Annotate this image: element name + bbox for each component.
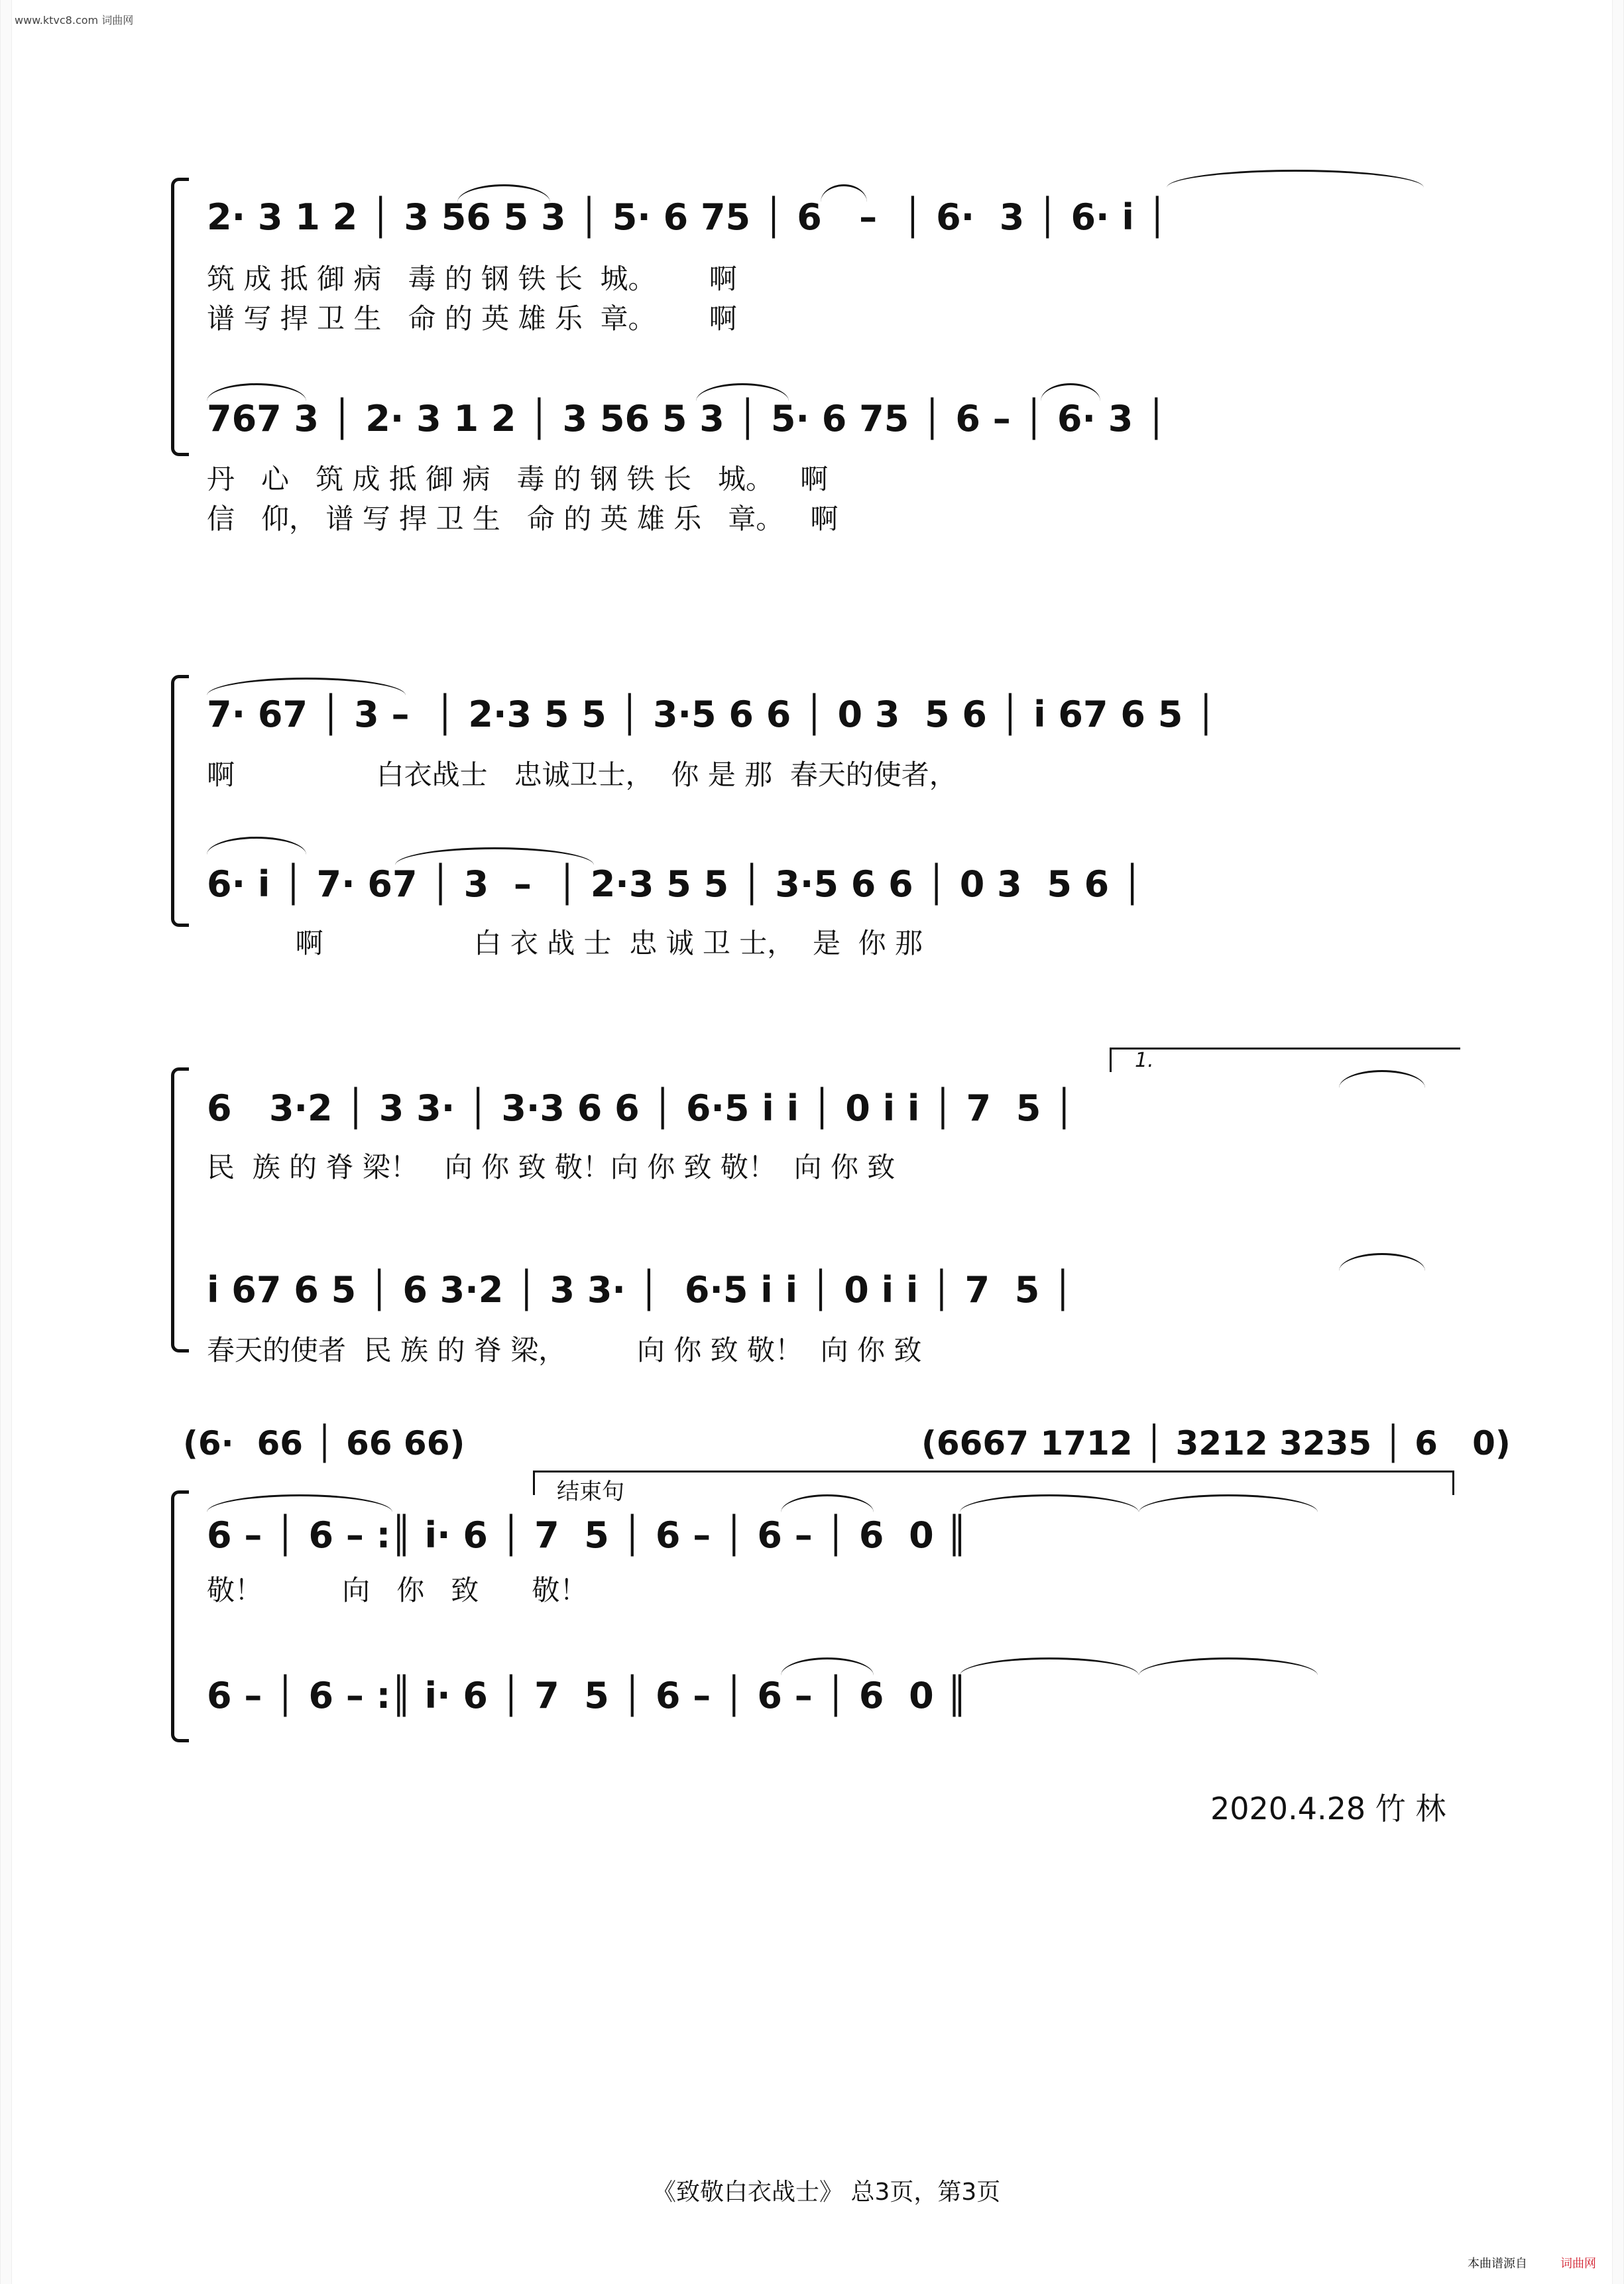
interlude-left: (6· 66 │ 66 66) — [183, 1424, 465, 1463]
slur — [395, 847, 594, 865]
system-brace — [171, 1067, 189, 1352]
upper-voice-notes: 7· 67 │ 3 – │ 2·3 5 5 │ 3·5 6 6 │ 0 3 5 6 │ i 67 6 5 │ — [207, 693, 1217, 735]
slur — [781, 1494, 874, 1512]
site-header: www.ktvc8.com 词曲网 — [15, 14, 134, 27]
slur — [1139, 1657, 1318, 1675]
lower-lyrics: 春天的使者 民 族 的 脊 梁， 向 你 致 敬！ 向 你 致 — [207, 1334, 922, 1366]
slur — [1167, 170, 1424, 188]
slur — [1339, 1070, 1425, 1088]
watermark-source-text: 本曲谱源自 — [1468, 2257, 1527, 2271]
lower-voice-notes: 6· i │ 7· 67 │ 3 – │ 2·3 5 5 │ 3·5 6 6 │ 0 3 5 6 │ — [207, 863, 1143, 905]
page-footer: 《致敬白衣战士》 总3页，第3页 — [652, 2179, 1001, 2206]
first-ending-label: 1. — [1135, 1049, 1154, 1072]
slur — [207, 678, 406, 695]
slur — [1339, 1253, 1425, 1271]
slur — [781, 1657, 874, 1675]
slur — [821, 184, 867, 202]
lower-voice-notes: i 67 6 5 │ 6 3·2 │ 3 3· │ 6·5 i i │ 0 i i │ 7 5 │ — [207, 1269, 1074, 1311]
upper-voice-notes: 6 – │ 6 – :║ i· 6 │ 7 5 │ 6 – │ 6 – │ 6 0 ║ — [207, 1514, 968, 1556]
upper-lyrics-verse-1: 筑 成 抵 御 病 毒 的 钢 铁 长 城。 啊 — [207, 263, 737, 295]
slur — [457, 184, 550, 202]
interlude-right: (6667 1712 │ 3212 3235 │ 6 0) — [921, 1424, 1511, 1463]
ending-label: 结束句 — [557, 1478, 624, 1505]
lower-voice-notes: 767 3 │ 2· 3 1 2 │ 3 56 5 3 │ 5· 6 75 │ 6 – │ 6· 3 │ — [207, 398, 1167, 440]
ending-bracket — [533, 1471, 1454, 1495]
upper-lyrics: 民 族 的 脊 梁！ 向 你 致 敬！向 你 致 敬！ 向 你 致 — [207, 1151, 896, 1183]
right-margin-strip — [1612, 0, 1624, 2284]
slur — [696, 383, 789, 401]
slur — [1041, 383, 1100, 401]
system-brace — [171, 675, 189, 927]
slur — [207, 1494, 392, 1512]
signature: 2020.4.28 竹 林 — [1210, 1791, 1446, 1827]
slur — [207, 837, 306, 855]
upper-lyrics-verse-2: 谱 写 捍 卫 生 命 的 英 雄 乐 章。 啊 — [207, 302, 737, 335]
first-ending-bracket — [1110, 1048, 1460, 1072]
slur — [960, 1494, 1139, 1512]
watermark-site-name: 词曲网 — [1560, 2257, 1596, 2271]
system-brace — [171, 1490, 189, 1742]
upper-voice-notes: 2· 3 1 2 │ 3 56 5 3 │ 5· 6 75 │ 6 – │ 6· 3 │ 6· i │ — [207, 196, 1169, 238]
lower-lyrics: 啊 白 衣 战 士 忠 诚 卫 士， 是 你 那 — [207, 927, 923, 959]
slur — [207, 383, 306, 401]
upper-lyrics: 啊 白衣战士 忠诚卫士， 你 是 那 春天的使者， — [207, 758, 957, 791]
upper-voice-notes: 6 3·2 │ 3 3· │ 3·3 6 6 │ 6·5 i i │ 0 i i │ 7 5 │ — [207, 1087, 1075, 1129]
slur — [960, 1657, 1139, 1675]
lower-lyrics-verse-1: 丹 心 筑 成 抵 御 病 毒 的 钢 铁 长 城。 啊 — [207, 463, 829, 495]
lower-voice-notes: 6 – │ 6 – :║ i· 6 │ 7 5 │ 6 – │ 6 – │ 6 0 ║ — [207, 1675, 968, 1716]
upper-lyrics: 敬！ 向 你 致 敬！ — [207, 1574, 588, 1606]
system-brace — [171, 178, 189, 456]
slur — [1139, 1494, 1318, 1512]
lower-lyrics-verse-2: 信 仰， 谱 写 捍 卫 生 命 的 英 雄 乐 章。 啊 — [207, 503, 839, 535]
left-margin-strip — [0, 0, 12, 2284]
